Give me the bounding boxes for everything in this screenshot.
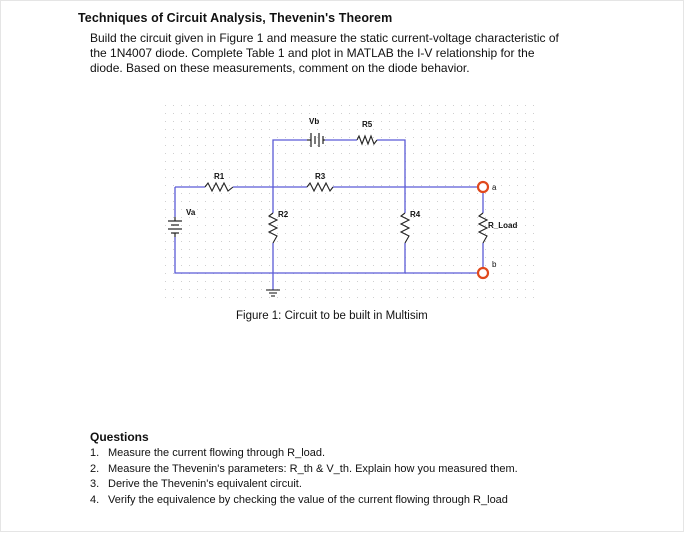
question-text: Measure the current flowing through R_load. (108, 447, 326, 459)
label-r3: R3 (315, 172, 326, 181)
question-number: 4. (90, 493, 100, 506)
questions-heading: Questions (90, 430, 149, 444)
label-r5: R5 (362, 120, 373, 129)
label-r1: R1 (214, 172, 225, 181)
questions-list (90, 446, 518, 508)
terminal-a (478, 182, 488, 192)
intro-line: the 1N4007 diode. Complete Table 1 and plot in MATLAB the I-V relationship for the (90, 46, 535, 60)
figure-caption: Figure 1: Circuit to be built in Multisim (236, 310, 428, 322)
label-node-a: a (492, 183, 497, 192)
intro-line: diode. Based on these measurements, comment on the diode behavior. (90, 61, 470, 75)
page-title: Techniques of Circuit Analysis, Thevenin's Theorem (78, 11, 393, 25)
terminal-b (478, 268, 488, 278)
circuit-figure (165, 105, 535, 305)
label-r-load: R_Load (488, 221, 518, 230)
label-va: Va (186, 208, 196, 217)
question-number: 1. (90, 447, 100, 459)
intro-line: Build the circuit given in Figure 1 and measure the static current-voltage characteristic of (90, 31, 559, 45)
question-text: Measure the Thevenin's parameters: R_th & V_th. Explain how you measured them. (108, 462, 518, 475)
question-number: 2. (90, 462, 100, 475)
question-item (90, 477, 518, 493)
label-r4: R4 (410, 210, 421, 219)
intro-paragraph (90, 31, 630, 76)
label-vb: Vb (309, 117, 320, 126)
question-number: 3. (90, 478, 100, 490)
label-node-b: b (492, 260, 497, 269)
circuit-diagram (165, 105, 535, 305)
question-item (90, 462, 518, 478)
question-text: Derive the Thevenin's equivalent circuit. (108, 478, 302, 490)
question-item (90, 446, 518, 462)
question-item (90, 493, 518, 509)
label-r2: R2 (278, 210, 289, 219)
question-text: Verify the equivalence by checking the value of the current flowing through R_load (108, 493, 508, 506)
